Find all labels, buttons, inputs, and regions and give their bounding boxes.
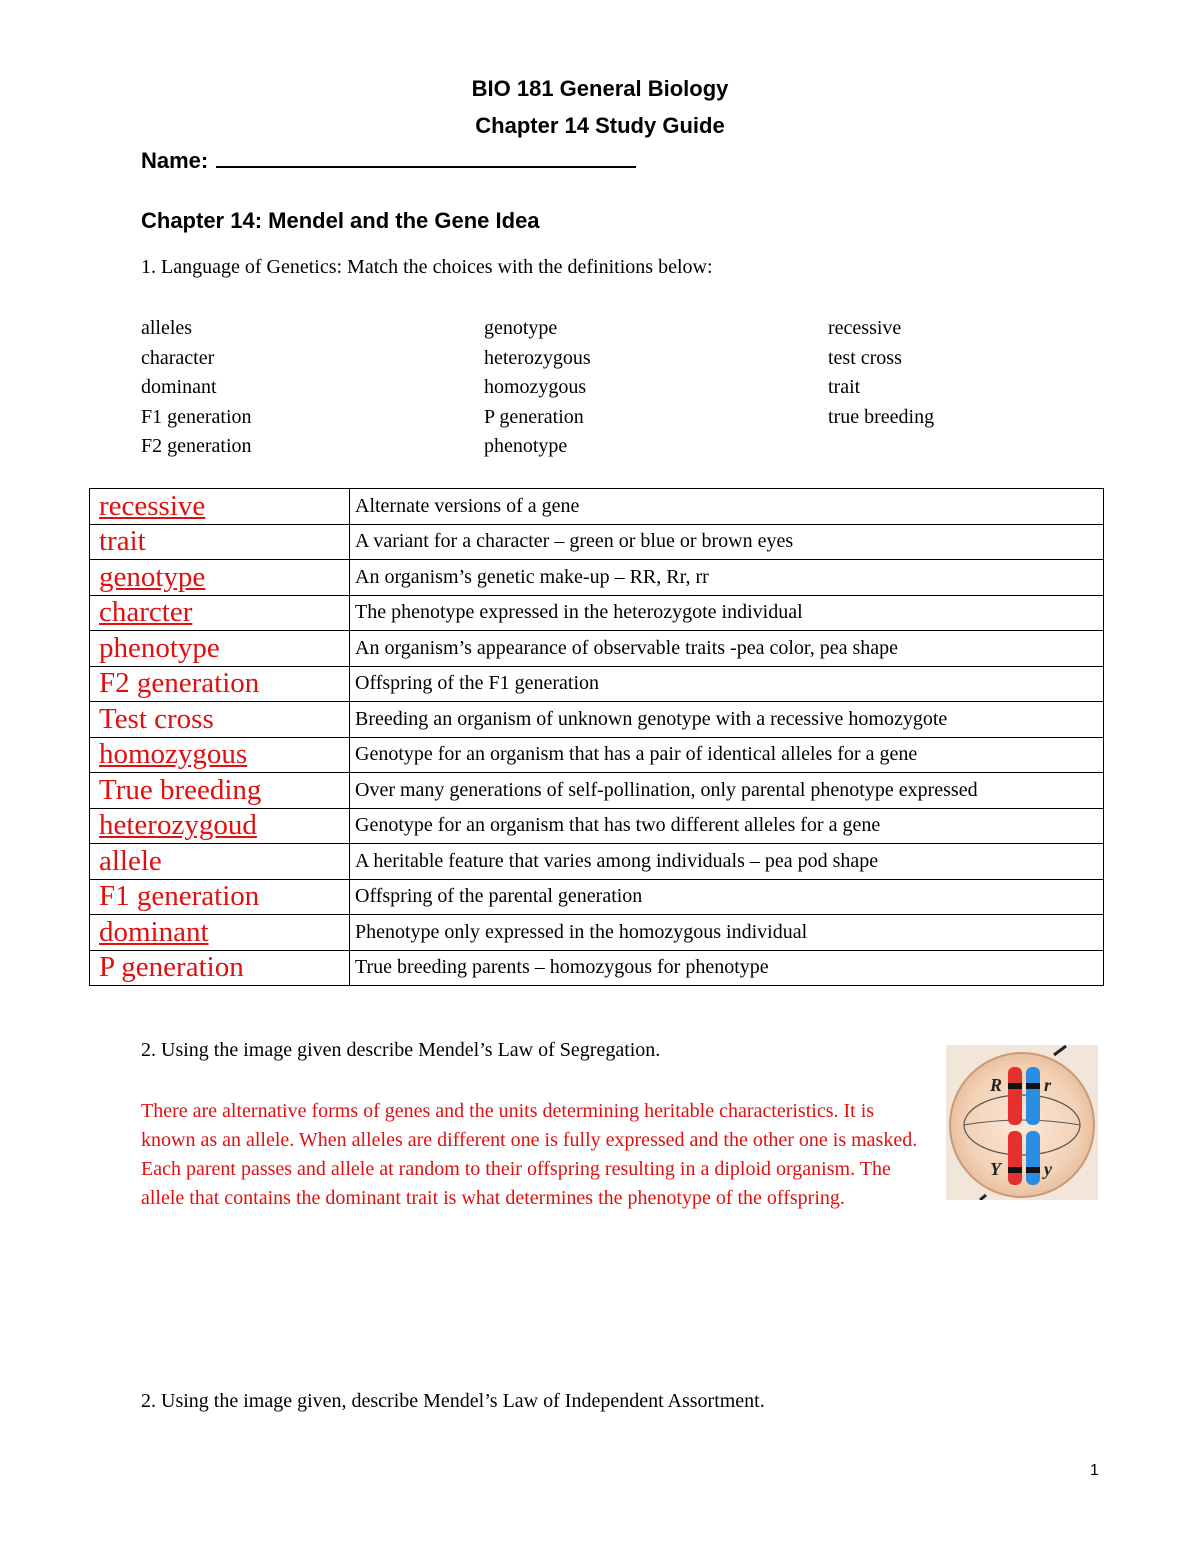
definition-cell: A variant for a character – green or blue or brown eyes — [350, 524, 1104, 560]
definition-cell: True breeding parents – homozygous for phenotype — [350, 950, 1104, 986]
table-row — [90, 666, 1104, 702]
table-row — [90, 595, 1104, 631]
table-row — [90, 560, 1104, 596]
choice-item: test cross — [828, 346, 902, 369]
table-row — [90, 879, 1104, 915]
answer-cell[interactable]: dominant — [90, 915, 350, 951]
definition-cell: Breeding an organism of unknown genotype with a recessive homozygote — [350, 702, 1104, 738]
answer-cell[interactable]: trait — [90, 524, 350, 560]
allele-band — [1026, 1083, 1040, 1089]
choices-column-1 — [141, 314, 252, 462]
choice-item: dominant — [141, 376, 217, 398]
choice-item: true breeding — [828, 405, 935, 428]
definition-cell: The phenotype expressed in the heterozygote individual — [350, 595, 1104, 631]
choice-item: heterozygous — [484, 346, 591, 369]
table-row — [90, 915, 1104, 951]
definition-cell: Phenotype only expressed in the homozygous individual — [350, 915, 1104, 951]
name-label: Name: — [141, 148, 209, 173]
choice-item: recessive — [828, 317, 902, 339]
segregation-answer[interactable]: There are alternative forms of genes and the units determining heritable characteristics. It is known as an allele. When alleles are different one is fully expressed and the other one is masked. Each parent passes and allele at random to their offspring resulting in a diploid organism. The allele that contains the dominant trait is what determines the phenotype of the offspring. — [141, 1100, 918, 1209]
chromosome-figure — [946, 1045, 1098, 1200]
allele-band — [1026, 1167, 1040, 1173]
definition-cell: An organism’s appearance of observable traits -pea color, pea shape — [350, 631, 1104, 667]
answer-cell[interactable]: F1 generation — [90, 879, 350, 915]
choices-column-3 — [828, 314, 934, 432]
allele-band — [1008, 1167, 1022, 1173]
answer-cell[interactable]: heterozygoud — [90, 808, 350, 844]
choice-item: trait — [828, 376, 861, 398]
choice-item: genotype — [484, 317, 558, 339]
table-row — [90, 808, 1104, 844]
table-row — [90, 489, 1104, 525]
definition-cell: Offspring of the F1 generation — [350, 666, 1104, 702]
allele-label: y — [1044, 1159, 1052, 1179]
choice-item: P generation — [484, 405, 584, 428]
choice-item: F1 generation — [141, 405, 252, 428]
allele-label: r — [1044, 1075, 1052, 1095]
choice-item: alleles — [141, 317, 193, 339]
answer-cell[interactable]: Test cross — [90, 702, 350, 738]
answer-cell[interactable]: recessive — [90, 489, 350, 525]
definition-cell: An organism’s genetic make-up – RR, Rr, rr — [350, 560, 1104, 596]
choice-item: phenotype — [484, 435, 568, 457]
allele-label: R — [990, 1075, 1003, 1095]
definition-cell: Genotype for an organism that has two different alleles for a gene — [350, 808, 1104, 844]
answer-cell[interactable]: True breeding — [90, 773, 350, 809]
answer-cell[interactable]: F2 generation — [90, 666, 350, 702]
course-title: BIO 181 General Biology — [471, 76, 729, 101]
question-2-prompt: 2. Using the image given describe Mendel’s Law of Segregation. — [141, 1039, 661, 1061]
table-row — [90, 950, 1104, 986]
page-number: 1 — [1090, 1462, 1099, 1479]
answer-cell[interactable]: homozygous — [90, 737, 350, 773]
choices-column-2 — [484, 314, 591, 462]
chapter-heading: Chapter 14: Mendel and the Gene Idea — [141, 208, 540, 233]
answer-cell[interactable]: phenotype — [90, 631, 350, 667]
answer-cell[interactable]: P generation — [90, 950, 350, 986]
question-1-prompt: 1. Language of Genetics: Match the choices with the definitions below: — [141, 256, 713, 278]
chromosome-blue-top — [1026, 1067, 1040, 1125]
chromosome-red-top — [1008, 1067, 1022, 1125]
table-row — [90, 702, 1104, 738]
allele-band — [1008, 1083, 1022, 1089]
chromosome-red-bottom — [1008, 1131, 1022, 1185]
answer-cell[interactable]: genotype — [90, 560, 350, 596]
definition-cell: Over many generations of self-pollination, only parental phenotype expressed — [350, 773, 1104, 809]
definition-cell: Alternate versions of a gene — [350, 489, 1104, 525]
choice-item: character — [141, 346, 215, 369]
choice-item: homozygous — [484, 376, 587, 398]
answer-cell[interactable]: allele — [90, 844, 350, 880]
table-row — [90, 524, 1104, 560]
name-blank[interactable] — [216, 148, 636, 168]
study-guide-title: Chapter 14 Study Guide — [475, 113, 725, 138]
answer-cell[interactable]: charcter — [90, 595, 350, 631]
table-row — [90, 737, 1104, 773]
definition-cell: A heritable feature that varies among individuals – pea pod shape — [350, 844, 1104, 880]
definition-cell: Genotype for an organism that has a pair of identical alleles for a gene — [350, 737, 1104, 773]
matching-table — [89, 488, 1104, 986]
name-field — [141, 148, 636, 174]
allele-label: Y — [990, 1159, 1001, 1179]
question-3-prompt: 2. Using the image given, describe Mendel’s Law of Independent Assortment. — [141, 1390, 765, 1412]
table-row — [90, 844, 1104, 880]
table-row — [90, 773, 1104, 809]
table-row — [90, 631, 1104, 667]
definition-cell: Offspring of the parental generation — [350, 879, 1104, 915]
chromosome-blue-bottom — [1026, 1131, 1040, 1185]
choice-item: F2 generation — [141, 435, 252, 457]
